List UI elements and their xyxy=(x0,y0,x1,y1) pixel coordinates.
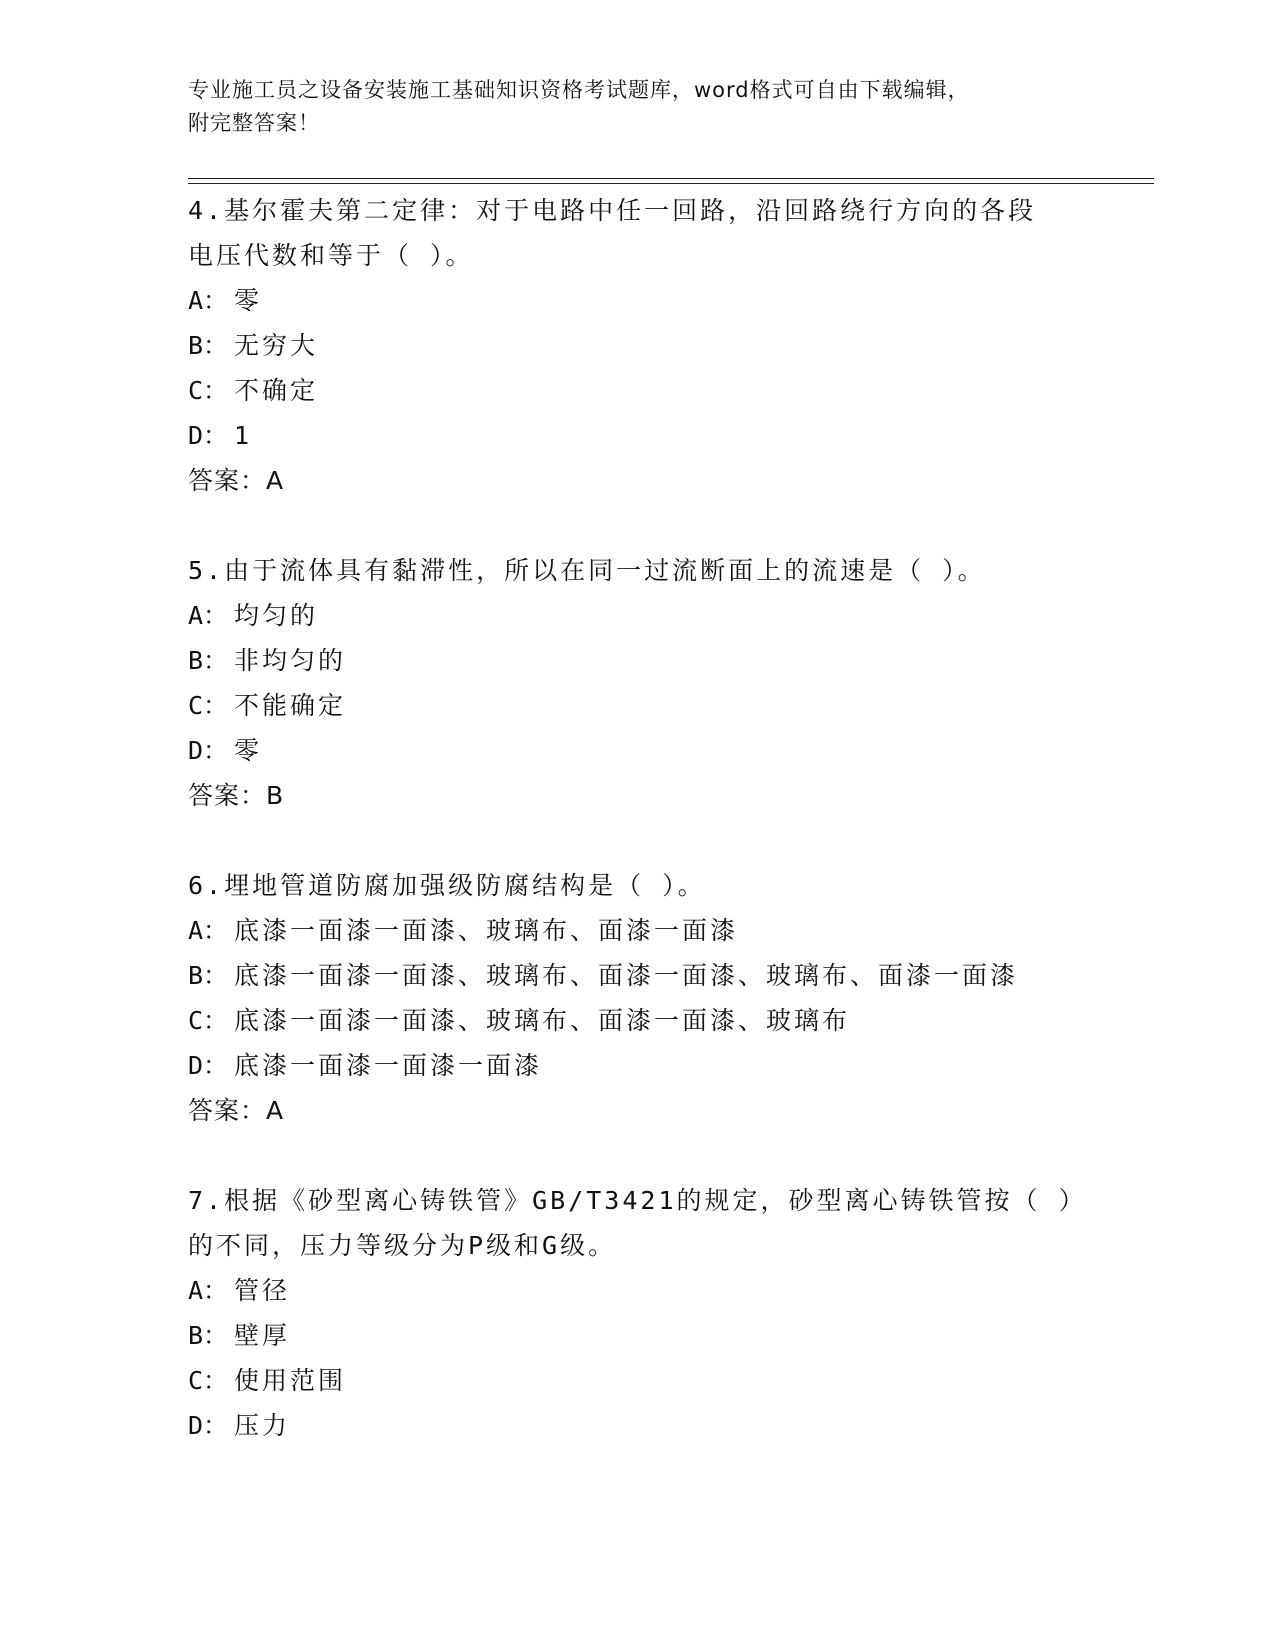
option-text: 不确定 xyxy=(234,376,319,405)
option-letter: D： xyxy=(188,1051,229,1080)
option-text: 壁厚 xyxy=(234,1321,291,1350)
header-line-1: 专业施工员之设备安装施工基础知识资格考试题库，word格式可自由下载编辑， xyxy=(188,78,970,102)
option-text: 零 xyxy=(234,736,263,765)
question-7 xyxy=(188,1178,1128,1448)
option-letter: B： xyxy=(188,961,229,990)
question-spacer xyxy=(188,818,1128,863)
question-spacer xyxy=(188,503,1128,548)
question-6 xyxy=(188,863,1128,1133)
option-letter: A： xyxy=(188,286,229,315)
option-text: 底漆一面漆一面漆、玻璃布、面漆一面漆、玻璃布、面漆一面漆 xyxy=(234,961,1019,990)
option-letter: A： xyxy=(188,601,229,630)
answer-line: 答案：A xyxy=(188,1096,285,1125)
option-text: 均匀的 xyxy=(234,601,319,630)
option-c xyxy=(188,998,1128,1043)
option-letter: D： xyxy=(188,1411,229,1440)
option-a xyxy=(188,1268,1128,1313)
option-d xyxy=(188,728,1128,773)
option-letter: D： xyxy=(188,421,229,450)
option-text: 管径 xyxy=(234,1276,291,1305)
option-b xyxy=(188,323,1128,368)
option-text: 压力 xyxy=(234,1411,291,1440)
question-stem-line-2: 的不同，压力等级分为P级和G级。 xyxy=(188,1231,617,1260)
option-text: 不能确定 xyxy=(234,691,347,720)
question-stem-line-1: 7.根据《砂型离心铸铁管》GB/T3421的规定，砂型离心铸铁管按（ ） xyxy=(188,1186,1087,1215)
option-d xyxy=(188,1043,1128,1088)
option-text: 底漆一面漆一面漆、玻璃布、面漆一面漆、玻璃布 xyxy=(234,1006,851,1035)
option-a xyxy=(188,593,1128,638)
option-text: 无穷大 xyxy=(234,331,319,360)
header-divider-bottom xyxy=(188,183,1154,184)
option-c xyxy=(188,1358,1128,1403)
question-stem-line-1: 4.基尔霍夫第二定律：对于电路中任一回路，沿回路绕行方向的各段 xyxy=(188,196,1037,225)
option-letter: B： xyxy=(188,1321,229,1350)
option-d xyxy=(188,1403,1128,1448)
option-letter: A： xyxy=(188,916,229,945)
option-a xyxy=(188,278,1128,323)
option-letter: A： xyxy=(188,1276,229,1305)
answer-line: 答案：B xyxy=(188,781,285,810)
option-d xyxy=(188,413,1128,458)
header-line-2: 附完整答案！ xyxy=(188,111,320,135)
header-divider-top xyxy=(188,178,1154,179)
question-spacer xyxy=(188,1133,1128,1178)
question-stem-line-2: 电压代数和等于（ ）。 xyxy=(188,241,474,270)
option-text: 非均匀的 xyxy=(234,646,347,675)
option-letter: B： xyxy=(188,331,229,360)
option-text: 底漆一面漆一面漆、玻璃布、面漆一面漆 xyxy=(234,916,739,945)
question-5 xyxy=(188,548,1128,818)
question-stem-line-1: 5.由于流体具有黏滞性，所以在同一过流断面上的流速是（ ）。 xyxy=(188,556,986,585)
option-letter: D： xyxy=(188,736,229,765)
option-letter: B： xyxy=(188,646,229,675)
option-letter: C： xyxy=(188,691,229,720)
option-b xyxy=(188,953,1128,998)
option-text: 零 xyxy=(234,286,263,315)
answer-line: 答案：A xyxy=(188,466,285,495)
option-a xyxy=(188,908,1128,953)
question-list xyxy=(188,188,1128,1448)
option-c xyxy=(188,683,1128,728)
option-text: 1 xyxy=(234,421,253,450)
question-stem-line-1: 6.埋地管道防腐加强级防腐结构是（ ）。 xyxy=(188,871,706,900)
option-letter: C： xyxy=(188,376,229,405)
option-text: 底漆一面漆一面漆一面漆 xyxy=(234,1051,543,1080)
option-text: 使用范围 xyxy=(234,1366,347,1395)
option-c xyxy=(188,368,1128,413)
option-b xyxy=(188,638,1128,683)
question-4 xyxy=(188,188,1128,503)
option-b xyxy=(188,1313,1128,1358)
option-letter: C： xyxy=(188,1006,229,1035)
document-header xyxy=(188,74,1068,140)
option-letter: C： xyxy=(188,1366,229,1395)
